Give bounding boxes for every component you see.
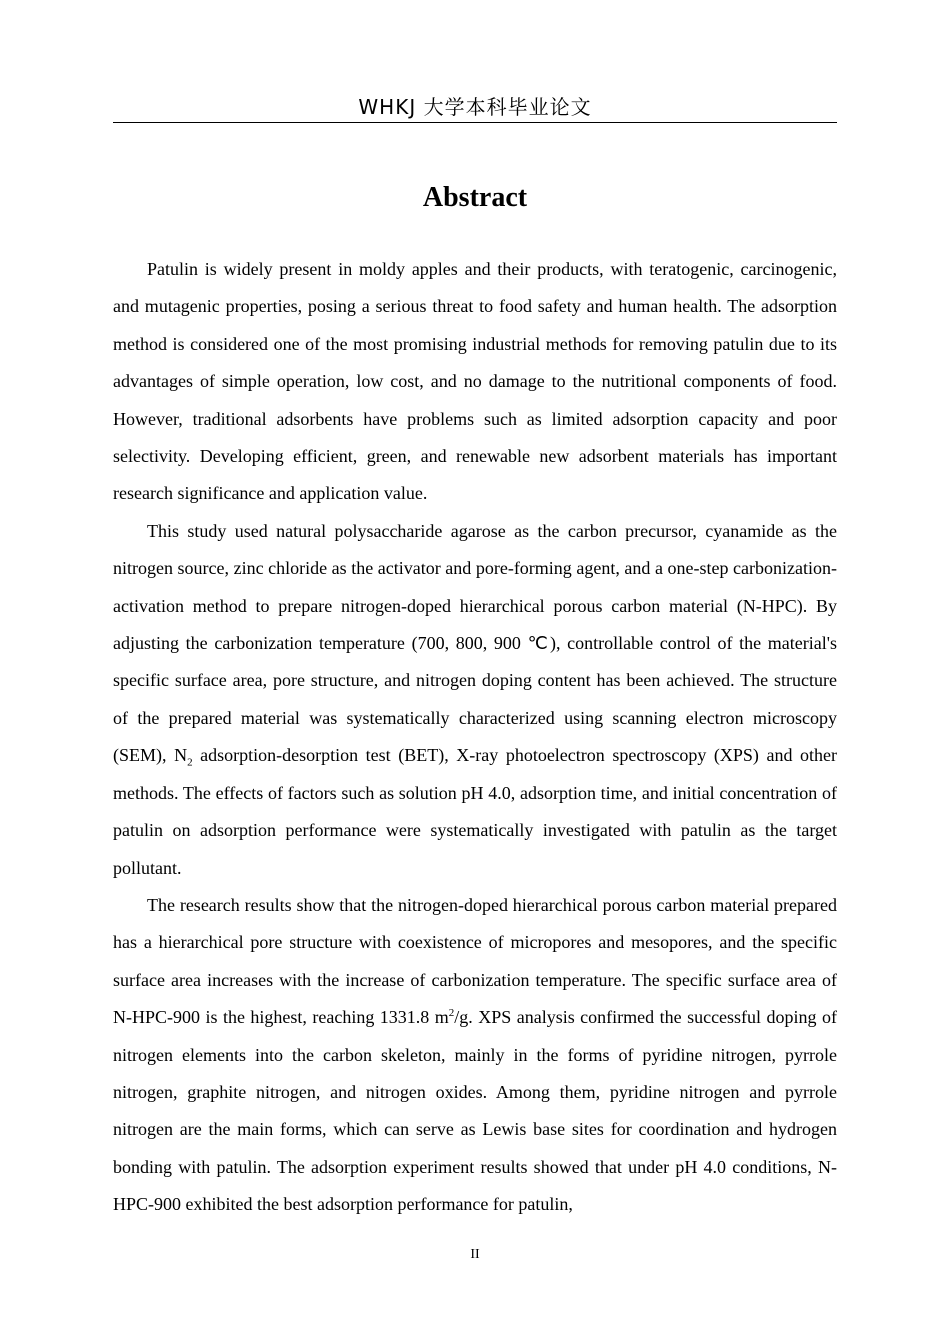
paragraph-3-text-a: The research results show that the nitrogen-doped hierarchical porous carbon material prepared has a hierarchical pore structure with coexistence of micropores and mesopores, and the specific surface area increases with the increase of carbonization temperature. The specific surface area of N-HPC-900 is the highest, reaching 1331.8 m	[113, 894, 837, 1028]
paragraph-2-text-a: This study used natural polysaccharide agarose as the carbon precursor, cyanamide as the nitrogen source, zinc chloride as the activator and pore-forming agent, and a one-step carbonization-activation method to prepare nitrogen-doped hierarchical porous carbon material (N-HPC). By adjusting the carbonization temperature (700, 800, 900 ℃), controllable control of the material's specific surface area, pore structure, and nitrogen doping content has been achieved. The structure of the prepared material was systematically characterized using scanning electron microscopy (SEM), N	[113, 520, 837, 766]
abstract-paragraph-1: Patulin is widely present in moldy apples and their products, with teratogenic, carcinogenic, and mutagenic properties, posing a serious threat to food safety and human health. The adsorption method is considered one of the most promising industrial methods for removing patulin due to its advantages of simple operation, low cost, and no damage to the nutritional components of food. However, traditional adsorbents have problems such as limited adsorption capacity and poor selectivity. Developing efficient, green, and renewable new adsorbent materials has important research significance and application value.	[113, 259, 837, 504]
nitrogen-subscript: 2	[187, 756, 193, 769]
page-number: II	[470, 1247, 480, 1262]
area-unit-superscript: 2	[448, 1007, 455, 1020]
paragraph-2-text-b: adsorption-desorption test (BET), X-ray photoelectron spectroscopy (XPS) and other methods. The effects of factors such as solution pH 4.0, adsorption time, and initial concentration of patulin on adsorption performance were systematically investigated with patulin as the target pollutant.	[113, 745, 837, 878]
abstract-paragraph-2	[113, 513, 837, 887]
abstract-paragraph-3	[113, 887, 837, 1224]
abstract-title: Abstract	[422, 182, 528, 213]
abstract-body	[113, 251, 837, 1224]
running-header: WHKJ 大学本科毕业论文	[113, 92, 837, 123]
paragraph-3-text-b: /g. XPS analysis confirmed the successful doping of nitrogen elements into the carbon skeleton, mainly in the forms of pyridine nitrogen, pyrrole nitrogen, graphite nitrogen, and nitrogen oxides. Among them, pyridine nitrogen and pyrrole nitrogen are the main forms, which can serve as Lewis base sites for coordination and hydrogen bonding with patulin. The adsorption experiment results showed that under pH 4.0 conditions, N-HPC-900 exhibited the best adsorption performance for patulin,	[113, 1007, 837, 1215]
